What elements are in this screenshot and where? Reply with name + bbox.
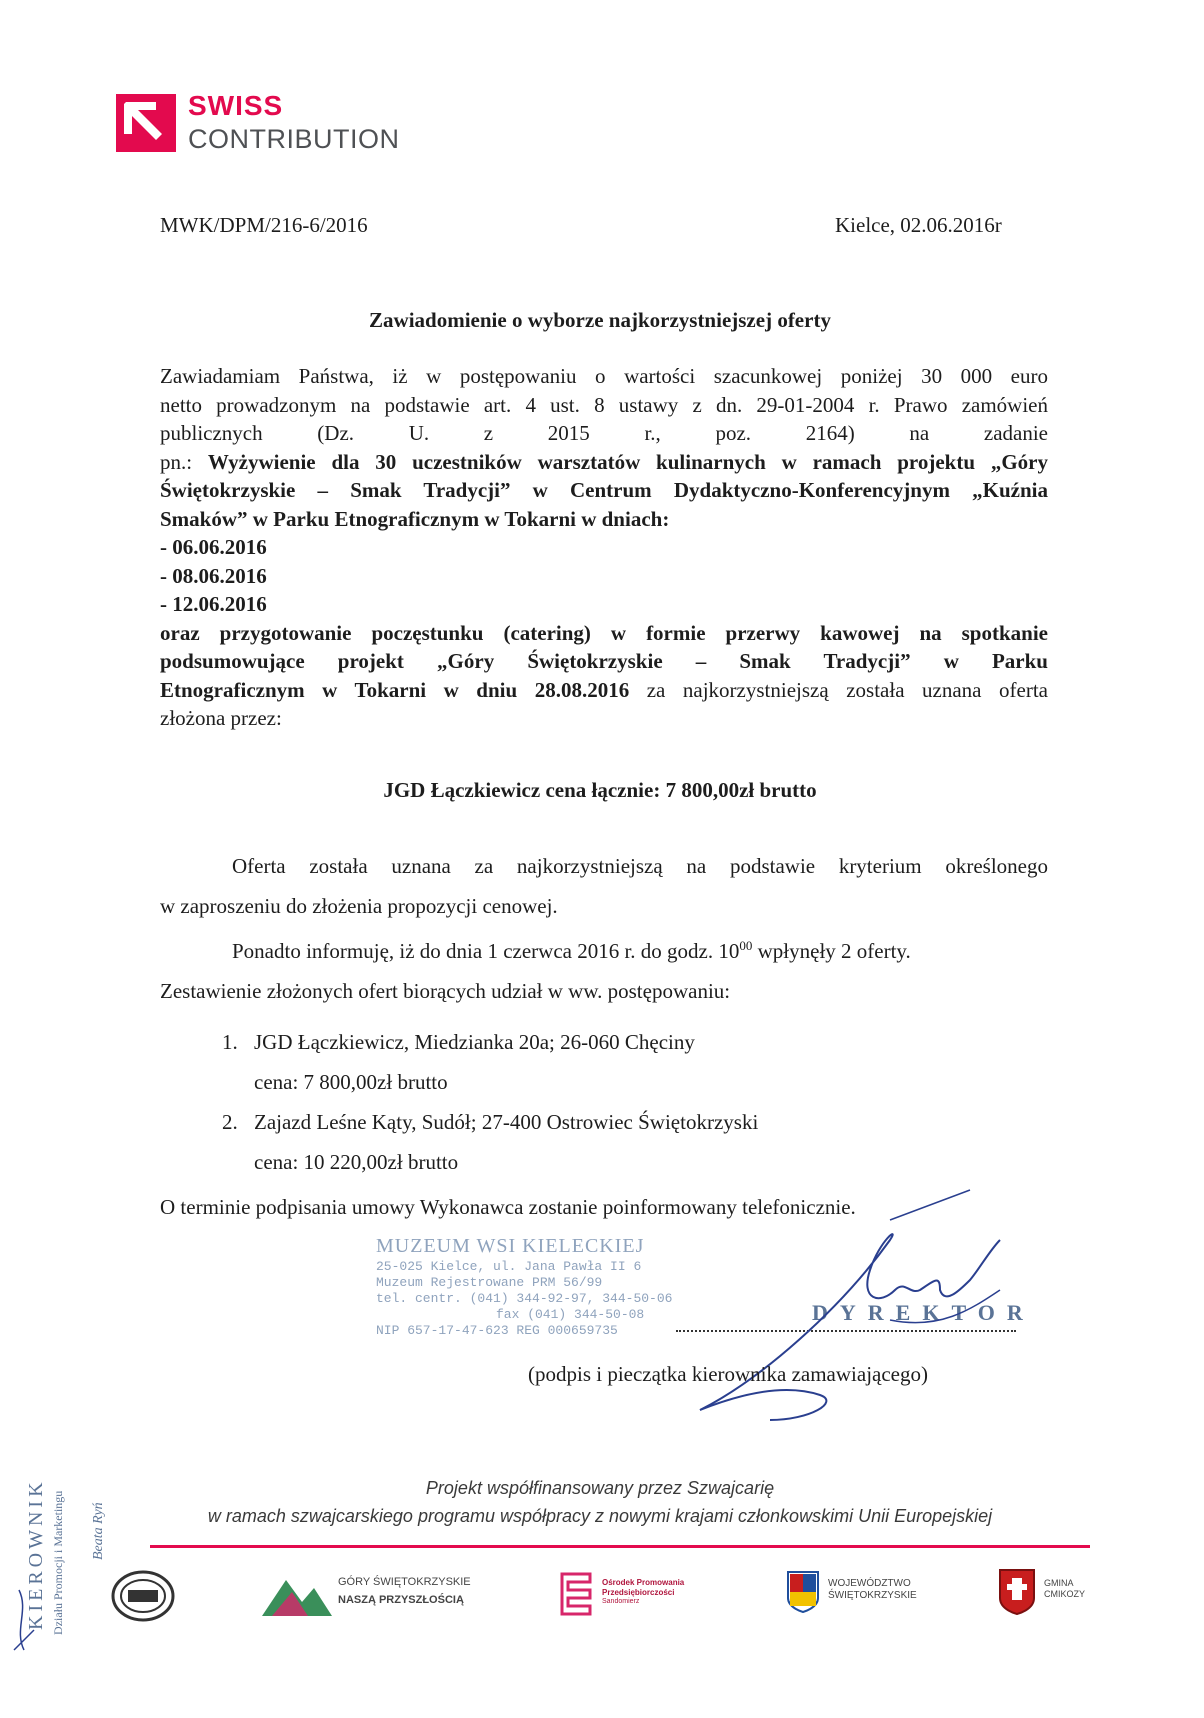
handwritten-signature xyxy=(640,1180,1060,1430)
side-stamp-title: KIEROWNIK xyxy=(25,1478,47,1630)
osrodek-line-1: Ośrodek Promowania xyxy=(602,1578,685,1587)
osrodek-icon xyxy=(558,1568,594,1618)
body-line: Oferta została uznana za najkorzystniejszą na podstawie kryterium określonego xyxy=(232,854,1048,878)
osrodek-line-2: Przedsiębiorczości xyxy=(602,1588,675,1597)
stamp-line: Muzeum Rejestrowane PRM 56/99 xyxy=(376,1275,603,1290)
body-line xyxy=(160,448,1048,477)
gmina-line-1: GMINA xyxy=(1044,1578,1074,1588)
contract-subject: Smaków” w Parku Etnograficznym w Tokarni w dniach: xyxy=(160,506,670,531)
offer-price: cena: 10 220,00zł brutto xyxy=(254,1150,459,1174)
gmina-line-2: CMIKOZY xyxy=(1044,1589,1086,1599)
body-line xyxy=(160,676,1048,705)
body-text: wpłynęły 2 oferty. xyxy=(752,939,911,963)
cofinancing-note xyxy=(150,1474,1050,1530)
woj-line-1: WOJEWÓDZTWO xyxy=(828,1578,911,1589)
body-line: w zaproszeniu do złożenia propozycji cenowej. xyxy=(160,894,558,918)
footer-line-1: Projekt współfinansowany przez Szwajcarię xyxy=(425,1478,775,1498)
body-line: Zawiadamiam Państwa, iż w postępowaniu o wartości szacunkowej poniżej 30 000 euro xyxy=(160,364,1048,388)
body-text: za najkorzystniejszą została uznana oferta xyxy=(629,677,1048,702)
swiss-logo-icon xyxy=(116,94,176,152)
coat-of-arms-icon xyxy=(786,1570,820,1614)
offer-price: cena: 7 800,00zł brutto xyxy=(254,1070,448,1094)
side-stamp-person: Beata Ryń xyxy=(91,1502,106,1560)
date-item: - 08.06.2016 xyxy=(160,563,267,588)
contract-subject: oraz przygotowanie poczęstunku (catering) w formie przerwy kawowej na spotkanie xyxy=(160,620,1048,645)
closing-sentence: O terminie podpisania umowy Wykonawca zostanie poinformowany telefonicznie. xyxy=(160,1195,856,1219)
museum-stamp xyxy=(376,1233,672,1339)
contract-subject: Etnograficznym w Tokarni w dniu 28.08.2016 xyxy=(160,677,630,702)
director-stamp: DYREKTOR xyxy=(812,1300,1035,1325)
footer-divider xyxy=(150,1545,1090,1548)
partner-logos xyxy=(110,1568,1090,1648)
woj-line-2: ŚWIĘTOKRZYSKIE xyxy=(828,1590,917,1601)
signature-caption: (podpis i pieczątka kierownika zamawiającego) xyxy=(528,1362,928,1386)
list-number: 1. xyxy=(222,1030,238,1054)
notice-body xyxy=(160,362,1048,733)
date-item: - 12.06.2016 xyxy=(160,592,267,616)
contract-subject: podsumowujące projekt „Góry Świętokrzyskie – Smak Tradycji” w Parku xyxy=(160,649,1048,673)
justification xyxy=(160,846,1048,1011)
department-head-stamp xyxy=(4,1360,114,1660)
stamp-line: 25-025 Kielce, ul. Jana Pawła II 6 xyxy=(376,1259,642,1274)
body-line: złożona przez: xyxy=(160,706,282,730)
list-item xyxy=(222,1102,758,1142)
body-line: publicznych (Dz. U. z 2015 r., poz. 2164) na zadanie xyxy=(160,421,1048,445)
document-title: Zawiadomienie o wyborze najkorzystniejszej oferty xyxy=(369,308,831,332)
mountains-icon xyxy=(262,1572,332,1616)
stamp-line: NIP 657-17-47-623 REG 000659735 xyxy=(376,1323,618,1338)
place-date: Kielce, 02.06.2016r xyxy=(835,213,1002,237)
offer-name: Zajazd Leśne Kąty, Sudół; 27-400 Ostrowiec Świętokrzyski xyxy=(254,1110,759,1134)
reference-number: MWK/DPM/216-6/2016 xyxy=(160,213,368,237)
gory-text: GÓRY ŚWIĘTOKRZYSKIE xyxy=(338,1576,471,1588)
stamp-line: fax (041) 344-50-08 xyxy=(496,1307,645,1322)
body-line xyxy=(160,926,1048,971)
nasza-text: NASZĄ PRZYSZŁOŚCIĄ xyxy=(338,1594,464,1606)
body-line: netto prowadzonym na podstawie art. 4 ust. 8 ustawy z dn. 29-01-2004 r. Prawo zamówień xyxy=(160,392,1048,417)
footer-line-2: w ramach szwajcarskiego programu współpracy z nowymi krajami członkowskimi Unii Europejskiej xyxy=(207,1506,993,1526)
side-stamp-dept: Działu Promocji i Marketingu xyxy=(51,1490,65,1635)
winning-offer: JGD Łączkiewicz cena łącznie: 7 800,00zł brutto xyxy=(383,778,817,802)
osrodek-line-3: Sandomierz xyxy=(602,1598,640,1605)
list-item xyxy=(222,1022,758,1062)
logo-contribution-text: CONTRIBUTION xyxy=(188,124,400,154)
gmina-crest-icon xyxy=(998,1568,1036,1616)
date-item: - 06.06.2016 xyxy=(160,535,267,559)
museum-logo-icon xyxy=(110,1568,176,1627)
contract-subject: Wyżywienie dla 30 uczestników warsztatów kulinarnych w ramach projektu „Góry xyxy=(207,449,1048,474)
offers-list xyxy=(222,1022,758,1182)
list-number: 2. xyxy=(222,1110,238,1134)
body-text: Ponadto informuję, iż do dnia 1 czerwca 2016 r. do godz. 10 xyxy=(232,939,740,963)
stamp-name: MUZEUM WSI KIELECKIEJ xyxy=(376,1235,645,1257)
body-text: pn.: xyxy=(160,449,208,474)
body-line: Zestawienie złożonych ofert biorących udział w ww. postępowaniu: xyxy=(160,979,731,1003)
offer-name: JGD Łączkiewicz, Miedzianka 20a; 26-060 Chęciny xyxy=(254,1030,695,1054)
stamp-line: tel. centr. (041) 344-92-97, 344-50-06 xyxy=(376,1291,673,1306)
time-superscript: 00 xyxy=(739,938,753,953)
contract-subject: Świętokrzyskie – Smak Tradycji” w Centrum Dydaktyczno-Konferencyjnym „Kuźnia xyxy=(160,478,1048,502)
logo-swiss-text: SWISS xyxy=(188,90,284,121)
